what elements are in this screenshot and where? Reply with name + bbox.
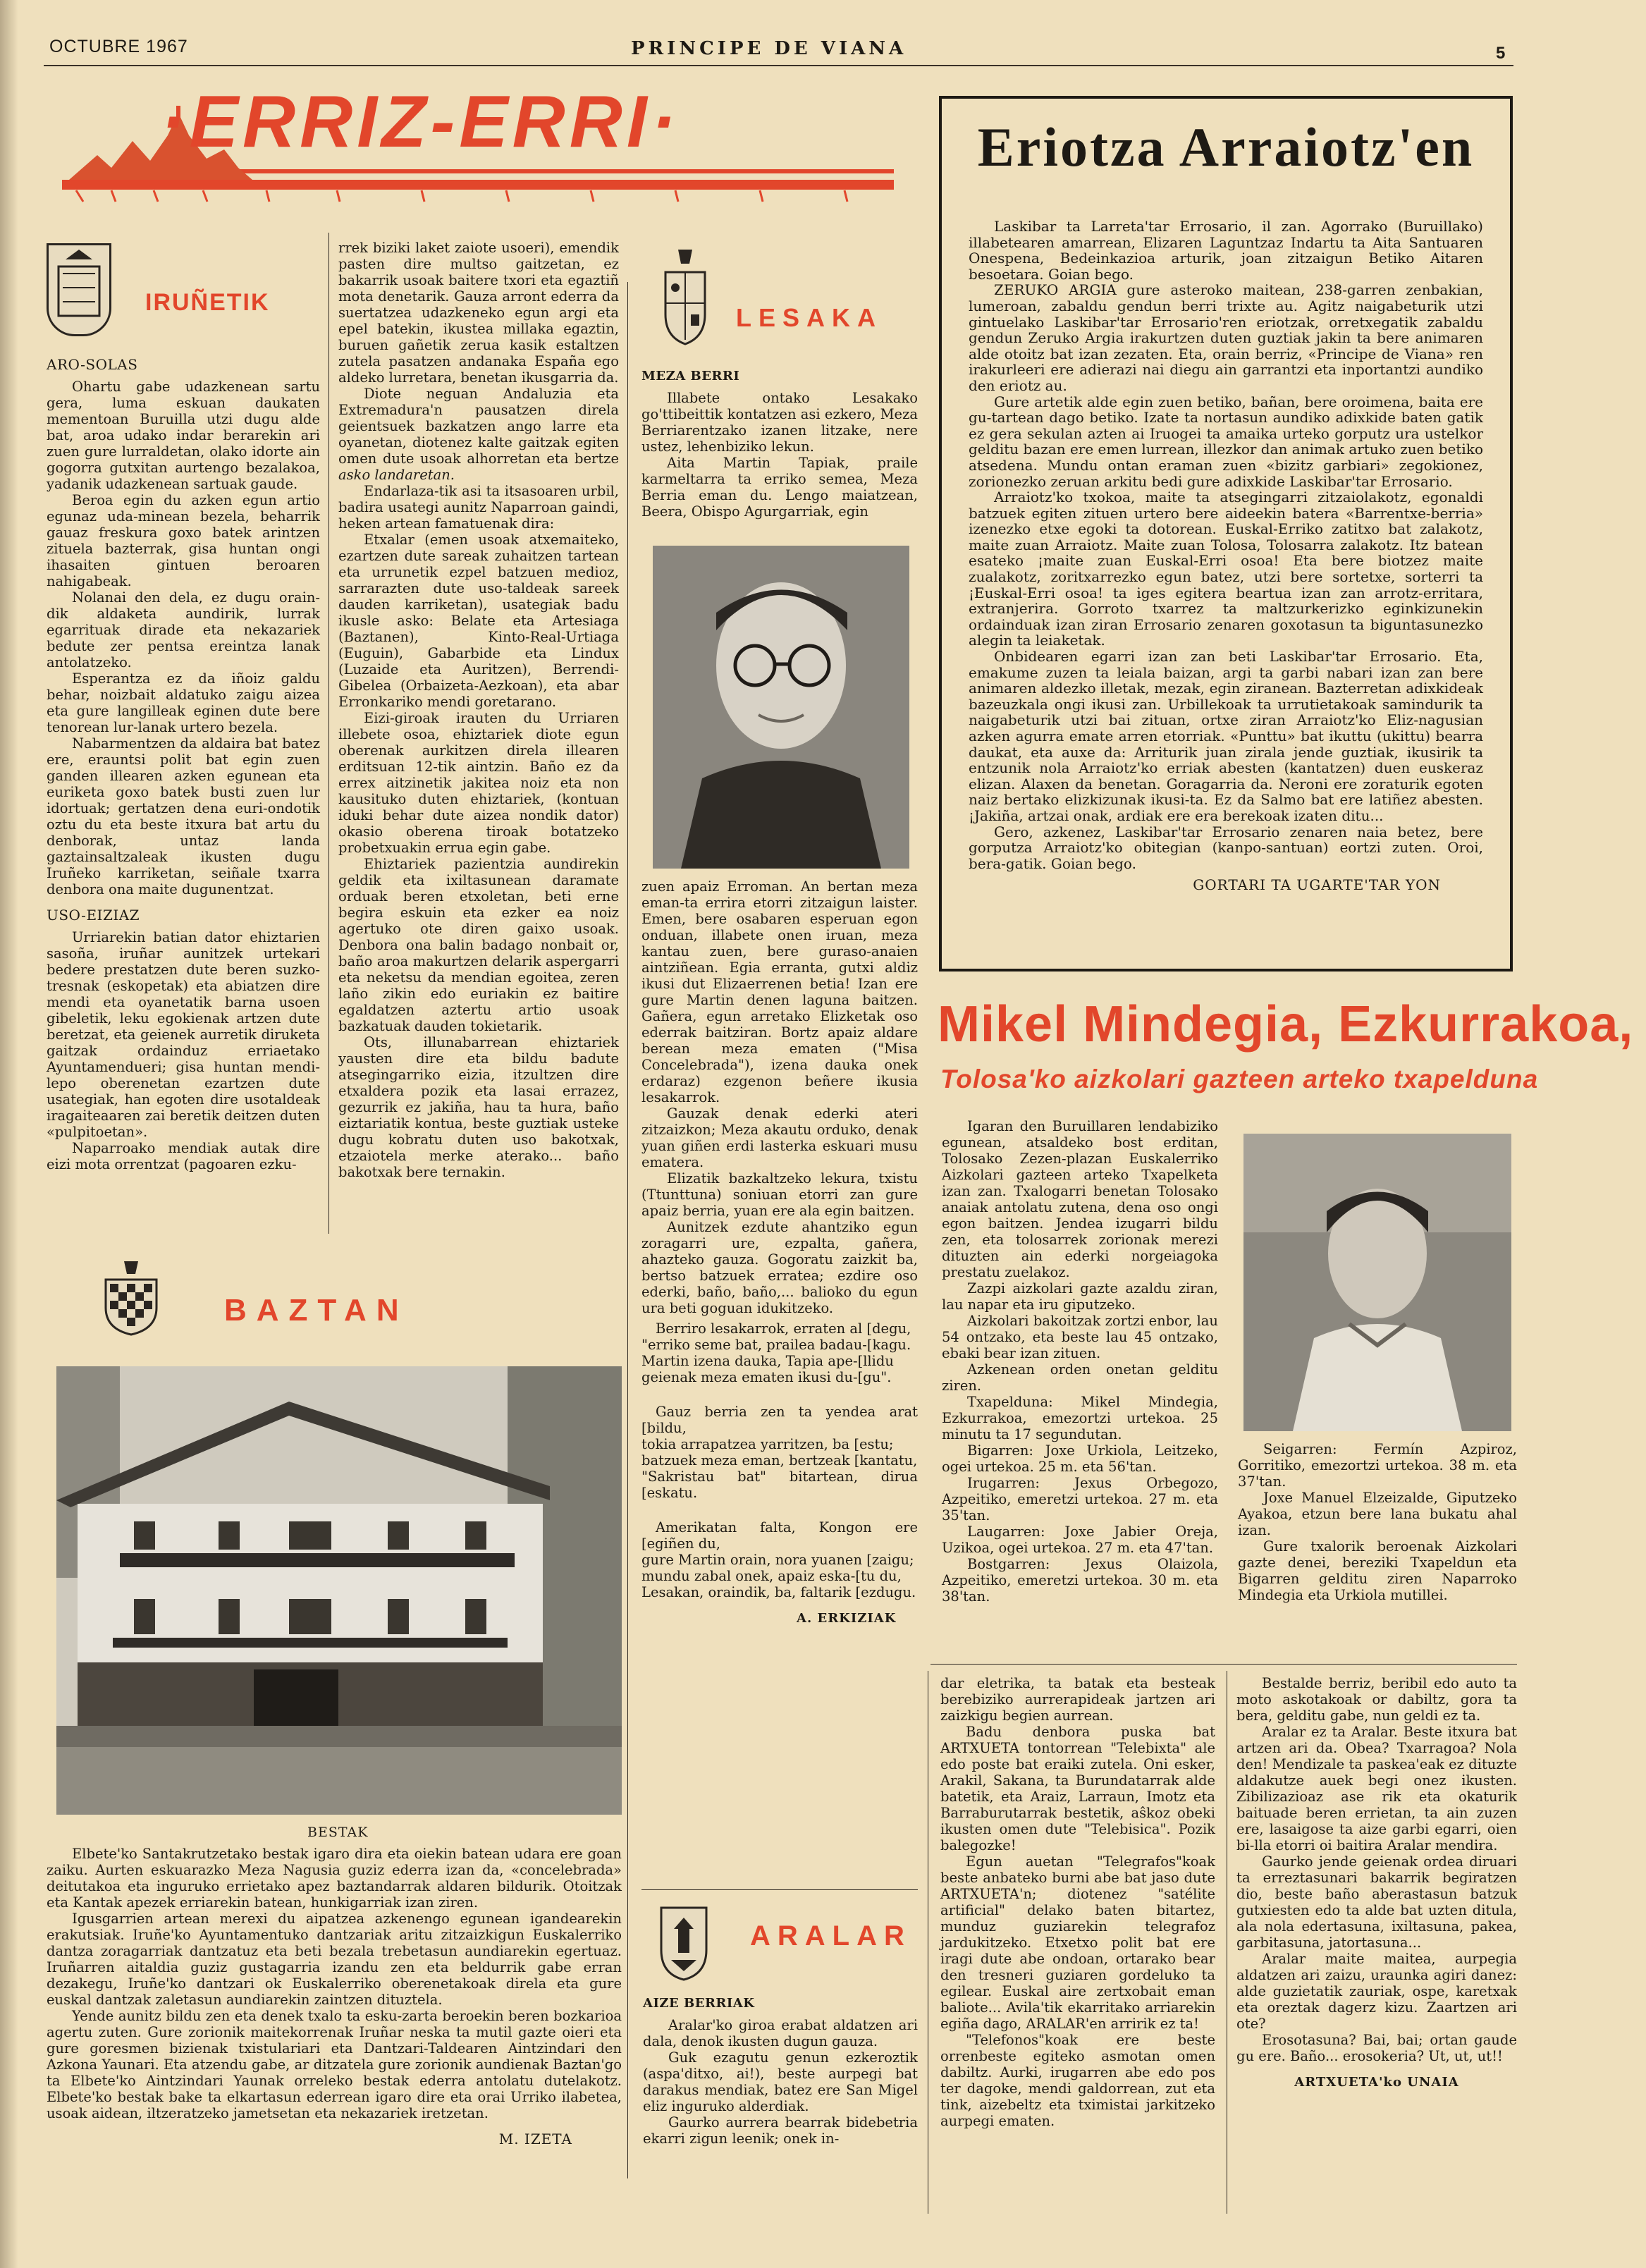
aize-berriak-heading: AIZE BERRIAK: [643, 1996, 755, 2011]
paragraph: Gauzak denak ederki ateri zitzaizkon; Meza akautu orduko, denak yuan giñen erdi lasterka eskuari musu ematera.: [641, 1105, 918, 1170]
aralar-title: ARALAR: [750, 1920, 911, 1951]
erriz-erri-banner: [55, 81, 908, 208]
paragraph: Aita Martin Tapiak, praile karmeltarra ta erriko semea, Meza Berria eman du. Lengo maiatzean, Beera, Obispo Agurgarriak, egin: [641, 455, 918, 520]
photo-caption: BESTAK: [307, 1825, 369, 1840]
paragraph: Arraiotz'ko txokoa, maite ta atsegingarri zitzaiolakotz, egonaldi batzuek egiten zituen urtero bere aideekin batera «Barrentxe-berria» izenezko etxe egoki ta dotorean. Euskal-Erriko zatitxo bat zalakotz, maite zuan Arraiotz. Maite zuan Tolosa, Tolosarra zalakotz. Itz batean esateko ¡maite zuan Euskal-Erri osoa! Eta bere biotzez maite zualakotz, zoritxarrezko egun batez, utzi bere sortetxe, sorterri ta ¡Euskal-Erri osoa! ta iges egitera beartua izan zan arrotz-erritara, extranjerira. Gorroto txarrez ta maltzurkerizko eginkizunekin ordainduak izan ziran Errosario zenaren goxotasun ta biguntasunezko alegin ta leiaketak.: [969, 489, 1483, 649]
paragraph: Diote neguan Andaluzia eta Extremadura'n pausatzen direla geientsuek bazkatzen ango larre eta oyanetan, diotenez kalte gaitzak egiten omen dute usoak alhorretan eta bertze asko landaretan.: [338, 386, 619, 483]
paragraph: ZERUKO ARGIA gure asteroko maitean, 238-garren zenbakian, lumeroan, zabaldu gendun berri trixte au. Agitz naigabeturik utzi gintuelako Laskibar'tar Errosario'ren eriotzak, orretxegatik zabaldu gendun Zeruko Argia irakurtzen duten guztiak jakin ta bere animaren alde otoitz bat izan zezaten. Eta, orain berriz, «Principe de Viana» ren irakurleeri ere adierazi nai diegu ain garrantzi eta inportantzi aundiko den eriotz au.: [969, 281, 1483, 394]
lesaka-article: [641, 878, 918, 1626]
paragraph: Elizatik bazkaltzeko lekura, txistu (Ttunttuna) soniuan etorri zan gure apaiz berria, yuan ere ala egin baitzen.: [641, 1170, 918, 1219]
paragraph: Beroa egin du azken egun artio egunaz uda-minean bezela, beharrik gauaz freskura goxo batek arintzen zituela bazterrak, gisa huntan ongi ihasaiten gintuen beroaren nahigabeak.: [47, 492, 320, 589]
paragraph: Aralar ez ta Aralar. Beste itxura bat artzen ari da. Obea? Txarragoa? Nola den! Mendizale ta paskea'eak ez dituzte aldakutze auek begi onez ikusten. Zibilizazioaz ase rik eta okaturik baituade beren errietan, ta ain zuzen ere, lasaigose ta aize garbi egarri, oien bi-lla etorri oi baitira Aralar mendira.: [1236, 1724, 1517, 1853]
baztan-house-photo: [56, 1366, 622, 1815]
paragraph: Urriarekin batian dator ehiztarien sasoña, iruñar aunitzek urtekari bedere prestatzen dute beren suzko-tresnak (eskopetak) eta abiatzen dire mendi eta oyanetatik barna usoen gibeletik, leku egokienak artzen dute beretzat, eta geienek aurretik diruketa gaitzak ordainduz erriaetako Ayuntamendueri; gisa huntan mendi-lepo oberenetan ezartzen dute usategiak, han egoten dire usotaldeak iragaiteaaren zai beretik deitzen duten «pulpitoetan».: [47, 929, 320, 1140]
paragraph: Aizkolari bakoitzak zortzi enbor, lau 54 ontzako, eta beste lau 45 ontzako, ebaki bear izan zituen.: [942, 1313, 1218, 1361]
paragraph: "Telefonos"koak ere beste orrenbeste egiteko asmotan omen dabiltz. Aurki, irugarren abe edo pos ter dagoke, mendi galdorrean, zut eta tink, aizebeltz eta tximistai jarkitzeko aurpegi ematen.: [940, 2032, 1215, 2129]
paragraph: Txapelduna: Mikel Mindegia, Ezkurrakoa, emezortzi urtekoa. 25 minutu ta 17 segundutan.: [942, 1394, 1218, 1442]
irunetik-title: IRUÑETIK: [145, 289, 270, 316]
paragraph: Igusgarrien artean merexi du aipatzea azkenengo egunean igandearekin erakutsiak. Iruñe'ko Ayuntamentuko dantzariak aritu zitzaizkigun Euskalerriko dantza zoragarriak dantzatuz eta beti bezala trebetasun aundiarekin egertuaz. Iruñarren aitaldia guziz gustagarria izandu zen eta beldurrik gabe erran dezakegu, Iruñe'ko dantzari ok Euskalerriko oberenetakoak direla eta gure euskal dantzak zaletasun aundiarekin zaintzen dituztela.: [47, 1911, 622, 2008]
paragraph: Bestalde berriz, beribil edo auto ta moto askotakoak or dabiltz, gora ta bera, gelditu gabe, nun geldi ez ta.: [1236, 1675, 1517, 1724]
paragraph: Gero, azkenez, Laskibar'tar Errosario zenaren naia betez, bere gorputza Arraiotz'ko obitegian (kanpo-santuan) eortzi zuten. Oroi, bera-gatik. Goian bego.: [969, 823, 1483, 872]
paragraph: Azkenean orden onetan gelditu ziren.: [942, 1361, 1218, 1394]
aralar-column-3: [1236, 1675, 1517, 2090]
paragraph: Laugarren: Joxe Jabier Oreja, Uzikoa, ogei urtekoa. 27 m. eta 47'tan.: [942, 1524, 1218, 1556]
verse-stanza: Berriro lesakarrok, erraten al [degu, "erriko seme bat, prailea badau-[kagu. Martin izena dauka, Tapia ape-[llidu geienak meza ematen ikusi du-[gu".: [641, 1320, 911, 1385]
paragraph: rrek biziki laket zaiote usoeri), emendik pasten dire multso gaitzetan, ez bakarrik usoak baitere txori eta egaztiñ mota denetarik. Gauza arront ederra da suertatzea udazkeneko egun argi eta epel batekin, ikustea millaka egaztin, buruen gañetik zerua kasik estaltzen zutela pasatzen andanaka España ego aldeko lurretara, benetan ikusgarria da.: [338, 240, 619, 386]
baztan-article: [47, 1846, 622, 2147]
baztan-title: BAZTAN: [224, 1293, 409, 1328]
paragraph: Endarlaza-tik asi ta itsasoaren urbil, badira usategi aunitz Naparroan gaindi, heken artean famatuenak dira:: [338, 483, 619, 532]
paragraph: Aunitzek ezdute ahantziko egun zoragarri ure, ezpalta, gañera, ahazteko gauza. Gogoratu zaizkit ba, bertso batzuek erratea; ezdire oso ederki, baño, baño,... balioko du egun ura beti goguan idukitzeko.: [641, 1219, 918, 1316]
banner-title: ·ERRIZ-ERRI·: [161, 81, 680, 163]
paragraph: Esperantza ez da iñoiz galdu behar, noizbait aldatuko zaigu aizea eta gure langilleak eginen dute bere tenorean lur-lanak urtero bezela.: [47, 670, 320, 735]
paragraph: Irugarren: Jexus Orbegozo, Azpeitiko, emeretzi urtekoa. 27 m. eta 35'tan.: [942, 1475, 1218, 1524]
baztan-checkered-crest-icon: [103, 1258, 159, 1336]
paragraph: Ehiztariek pazientzia aundirekin geldik eta ixiltasunean daramate orduak beren etxoletan, beti erne begira eskuin eta ezker ea noiz agertuko ote diren gaixo usoak. Denbora ona balin badago nonbait or, baño aroa makurtzen delarik aspergarri eta neketsu da mendian egoitea, zeren laño zikin edo euriakin ez baitire egaldatzen aztertu artio usoak bazkatuak dauden tokietarik.: [338, 856, 619, 1034]
irunetik-column-1: [47, 354, 320, 1172]
paragraph: Seigarren: Fermín Azpiroz, Gorritiko, emezortzi urtekoa. 38 m. eta 37'tan.: [1238, 1441, 1517, 1490]
paragraph: dar eletrika, ta batak eta besteak berebiziko aurrerapideak jartzen ari zaizkigu begien aurrean.: [940, 1675, 1215, 1724]
paragraph: Naparroako mendiak autak dire eizi mota orrentzat (pagoaren ezku-: [47, 1140, 320, 1172]
issue-date: OCTUBRE 1967: [49, 37, 188, 56]
paragraph: Aralar'ko giroa erabat aldatzen ari dala, denok ikusten dugun gauza.: [643, 2017, 918, 2049]
verse-stanza: Gauz berria zen ta yendea arat [bildu, tokia arrapatzea yarritzen, ba [estu; batzuek meza eman, bertzeak [kantatu, "Sakristau bat" bitartean, dirua [eskatu.: [641, 1404, 918, 1501]
page-number: 5: [1496, 44, 1506, 63]
eriotza-box: [939, 96, 1513, 971]
eriotza-title: Eriotza Arraiotz'en: [977, 116, 1475, 178]
verse-stanza: Amerikatan falta, Kongon ere [egiñen du, gure Martin orain, nora yuanen [zaigu; mundu zabal onek, apaiz eska-[tu du, Lesakan, oraindik, ba, faltarik [ezdugu.: [641, 1519, 918, 1600]
paragraph: Nolanai den dela, ez dugu orain-dik aldaketa aundirik, lurrak egarrituak dirade eta nekazariek bedute zer pentsa ereintza lanak antolatzeko.: [47, 589, 320, 670]
paragraph: zuen apaiz Erroman. An bertan meza eman-ta errira etorri zitzaigun laister. Emen, bere osabaren esperuan egon onduan, illabete onen iruan, meza kantau zuen, bere guraso-anaien aintziñean. Egia erranta, gutxi aldiz ikusi dut Elizaerrenen betia! Izan ere gure Martin denen laguna baitzen. Gañera, egun arretako Elizketak oso ederrak baitziran. Bortz apaiz aldare berean meza ematen ("Misa Concelebrada"), izena dauka onek erdaraz) ezgenon beñere ikusia lesakarrok.: [641, 878, 918, 1105]
column-rule: [328, 233, 329, 1234]
meza-berri-heading: MEZA BERRI: [641, 369, 740, 384]
martin-tapia-portrait: [653, 546, 909, 869]
lesaka-crest-icon: [663, 247, 708, 347]
paragraph: Egun auetan "Telegrafos"koak beste anbateko burni abe bat jaso dute ARTXUETA'n; diotenez "satélite artificial" delako baten bitartez, munduz guziarekin telegrafoz jardukitzeko. Etxetxo polit bat ere iragi dute abe ondoan, ortarako bear den tresneri guziaren gordeluko ta egilear. Euskal aire zertxobait eman baliote... Avila'tik ekarritako arriarekin egiña dago, ARALAR'en arririk ez ta!: [940, 1853, 1215, 2032]
paragraph: Illabete ontako Lesakako go'ttibeittik kontatzen asi ezkero, Meza Berriarentzako izanen litzake, nere ustez, lehenbiziko lekun.: [641, 390, 918, 455]
paragraph: Yende aunitz bildu zen eta denek txalo ta esku-zarta beroekin beren bozkarioa agertu zuten. Gure zorionik maitekorrenak Iruñar neska ta mutil gazte oieri eta gure goresmen bizienak txistulariari eta Dantzari-Taldearen Aintzindari den Azkona Yaunari. Eta atzendu gabe, ar ditzatela gure zorionik aundienak Baztan'go ta Elbete'ko Aintzindari Yaunak orreleko bestak ederra antolatu dutelakotz. Elbete'ko bestak bake ta elkartasun ederrean igaro dire eta orai Urriko ilabetea, usoak aidean, iltzeratzeko jametsetan eta nekazariek iretzetan.: [47, 2008, 622, 2121]
section-rule: [931, 1664, 1517, 1665]
column-rule: [627, 282, 628, 2178]
eriotza-article: [969, 219, 1483, 893]
paragraph: Igaran den Buruillaren lendabiziko egunean, atsaldeko bost erditan, Tolosako Zezen-plazan Euskalerriko Aizkolari gazteen arteko Txapelketa izan zan. Txalogarri benetan Tolosako anaiak antolatu zutena, dena oso ongi egon baitzen. Jendea izugarri bildu zen, eta tolosarrek zorionak merezi dituzten ain ederki norgeiagoka prestatu zuelakoz.: [942, 1118, 1218, 1280]
header-rule: [44, 65, 1513, 66]
page-edge: [0, 0, 18, 2268]
lesaka-title: LESAKA: [736, 303, 883, 332]
aralar-column-1: [643, 1995, 918, 2147]
section-rule: [641, 1889, 918, 1890]
paragraph: Erosotasuna? Bai, bai; ortan gaude gu ere. Baño... erosokeria? Ut, ut, ut!!: [1236, 2032, 1517, 2064]
paragraph: Zazpi aizkolari gazte azaldu ziran, lau napar eta iru giputzeko.: [942, 1280, 1218, 1313]
publication-name: PRINCIPE DE VIANA: [631, 38, 907, 59]
aralar-crest-icon: [658, 1904, 709, 1982]
paragraph: Gaurko aurrera bearrak bidebetria ekarri zigun leenik; onek in-: [643, 2114, 918, 2147]
paragraph: Ots, illunabarrean ehiztariek yausten dire eta bildu badute atsegingarriko eizia, itzultzen dire etxaldera pozik eta lasai errazez, gezurrik ez jakiña, hau ta hura, baño eiztariatik kontua, beste guztiak usteke dugu kobratu duten uso bakotxak, etzaiotela merke aterako... baño bakotxak bere ternakin.: [338, 1034, 619, 1180]
paragraph: Bostgarren: Jexus Olaizola, Azpeitiko, emeretzi urtekoa. 30 m. eta 38'tan.: [942, 1556, 1218, 1605]
uso-eiziaz-heading: USO-EIZIAZ: [47, 907, 140, 924]
paragraph: Bigarren: Joxe Urkiola, Leitzeko, ogei urtekoa. 25 m. eta 56'tan.: [942, 1442, 1218, 1475]
mindegia-column-1: [942, 1118, 1218, 1605]
signature: A. ERKIZIAK: [797, 1611, 897, 1626]
paragraph: Ohartu gabe udazkenean sartu gera, luma eskuan daukaten mementoan Buruilla utzi dugu alde bat, aroa udako indar berarekin ari zuen gure lurraldetan, olako idorte ain gogorra gutxitan aurtengo bezalakoa, yadanik udazkenean sartuak gaude.: [47, 379, 320, 492]
paragraph: Onbidearen egarri izan zan beti Laskibar'tar Errosario. Eta, emakume zuzen ta leiala baizan, argi ta garbi nabari izan zan bere animaren aldezko illetak, mezak, egin ziranean. Bazterretan adixkideak bazeuzkala ongi ikusi zan. Urbillekoak ta urrutietakoak samindurik ta naigabeturik utzi bai zituan, ortxe ziran Arraiotz'ko Eliz-nagusian azken agurra emate arren etorriak. «Punttu» bat ikuttu (ukittu) bearra daukat, eta auxe da: Arriturik juan zirala jende guztiak, ikusirik ta entzunik nola Arraiotz'ko erriak abesten (kantatzen) duen euskeraz elizan. Alaxen da benetan. Goragarria da. Neroni ere zoraturik egoten naiz bertako elizkizunak ikusi-ta. Ez da Salmo bat ere latiñez abesten. ¡Jakiña, artzai onak, ardiak ere era berekoak izaten ditu...: [969, 648, 1483, 824]
paragraph: Gaurko jende geienak ordea diruari ta erreztasunari bakarrik begiratzen dio, beste baño aberastasun batzuk gutxiesten edo ta alde bat uzten ditula, ala nola edertasuna, ixiltasuna, pakea, garbitasuna, jatortasuna...: [1236, 1853, 1517, 1951]
paragraph: Gure artetik alde egin zuen betiko, bañan, bere oroimena, baita ere gu-tartean dago betiko. Izate ta nortasun aundiko adixkide baten gatik ez gera sekulan azten ai Iruogei ta amaika urteko gorputz ura ustelkor gelditu bazan ere emen lurrean, illezkor dan animak artuko zuen betiko atsedena. Mundu ontan eraman zuen «bizitz garbiari» zegokionez, zorionezko zeruan arkitu bedi gure adixkide Laskibar'tar Errosario.: [969, 393, 1483, 490]
paragraph: Laskibar ta Larreta'tar Errosario, il zan. Agorrako (Buruillako) illabetearen amarrean, Elizaren Laguntzaz Indartu ta Aita Santuaren Onespena, Bedeinkazioa arturik, joan zitzaigun Betiko Aitaren besoetara. Goian bego.: [969, 218, 1483, 283]
paragraph: Gure txalorik beroenak Aizkolari gazte denei, bereziki Txapeldun eta Bigarren gelditu ziren Naparroko Mindegia eta Urkiola mutillei.: [1238, 1538, 1517, 1603]
paragraph: Elbete'ko Santakrutzetako bestak igaro dira eta oiekin batean udara ere goan zaiku. Aurten eskuarazko Meza Nagusia guziz ederra izan da, «concelebrada» deitutakoa eta inguruko errietako apez baztandarrak aldaren bildurik. Otoitzak eta Kantak apezek erriarekin batean, hunkigarriak izan ziren.: [47, 1846, 622, 1911]
paragraph: Joxe Manuel Elzeizalde, Giputzeko Ayakoa, etzun bere lana bukatu ahal izan.: [1238, 1490, 1517, 1538]
mindegia-subheadline: Tolosa'ko aizkolari gazteen arteko txapelduna: [940, 1065, 1539, 1093]
aralar-column-2: [940, 1675, 1215, 2129]
aro-solas-heading: ARO-SOLAS: [47, 356, 138, 373]
irunetik-column-2: [338, 240, 619, 1180]
paragraph: Badu denbora puska bat ARTXUETA tontorrean "Telebixta" ale edo poste bat eraiki zutela. Oni esker, Arakil, Sakana, ta Burundatarrak alde batetik, eta Araiz, Larraun, Imotz eta Barraburutarrak bestetik, aŝkoz obeki ikusten omen dute "Telebisica". Pozik balegozke!: [940, 1724, 1215, 1853]
mindegia-headline: Mikel Mindegia, Ezkurrakoa,: [938, 996, 1634, 1053]
signature: ARTXUETA'ko UNAIA: [1294, 2075, 1459, 2090]
paragraph: Aralar maite maitea, aurpegia aldatzen ari zaizu, uraunka agiri danez: alde guzietatik zauriak, ospe, karetxak eta oreztak dagerz kizu. Zaartzen ari ote?: [1236, 1951, 1517, 2032]
mindegia-column-2: [1238, 1441, 1517, 1603]
irunea-crest-icon: [47, 243, 111, 336]
lesaka-intro: [641, 358, 918, 520]
paragraph: Etxalar (emen usoak atxemaiteko, ezartzen dute sareak zuhaitzen tartean eta urrunetik ezpel batzuen medioz, sarrarazten dute uso-taldeak sareek dauden karriketan), usategiak badu ikusle asko: Belate eta Artesiaga (Baztanen), Kinto-Real-Urtiaga (Euguin), Gabarbide eta Lindux (Luzaide eta Auritzen), Berrendi-Gibelea (Orbaizeta-Aezkoan), eta abar Erronkariko mendi goretarano.: [338, 532, 619, 710]
paragraph: Eizi-giroak irauten du Urriaren illebete osoa, ehiztariek diote egun oberenak aurkitzen direla illearen erditsuan 12-tik aintzin. Baño ez da errex aitzinetik jakitea noiz eta non kausituko duten ehiztariek, (kontuan iduki behar dute aizea nondik dator) okasio oberena tiroak botatzeko probetxuakin errua egin gabe.: [338, 710, 619, 856]
paragraph: Nabarmentzen da aldaira bat batez ere, erauntsi polit bat egin zuen ganden illearen azken egunean eta euriketa goxo batek busti zuen lur idortuak; gertatzen dena euri-ondotik oztu du eta beste itxura bat artu du denborak, untaz landa gaztainsaltzaleak ikusten dugu Iruñeko karriketan, seiñale txarra denbora ona maite dugunentzat.: [47, 735, 320, 897]
signature: M. IZETA: [498, 2131, 572, 2147]
paragraph: Guk ezagutu genun ezkeroztik (aspa'ditxo, ai!), beste aurpegi bat darakus mendiak, batez ere San Migel eliz inguruko alderdiak.: [643, 2049, 918, 2114]
signature: GORTARI TA UGARTE'TAR YON: [1193, 876, 1441, 894]
mindegia-portrait: [1243, 1134, 1511, 1431]
